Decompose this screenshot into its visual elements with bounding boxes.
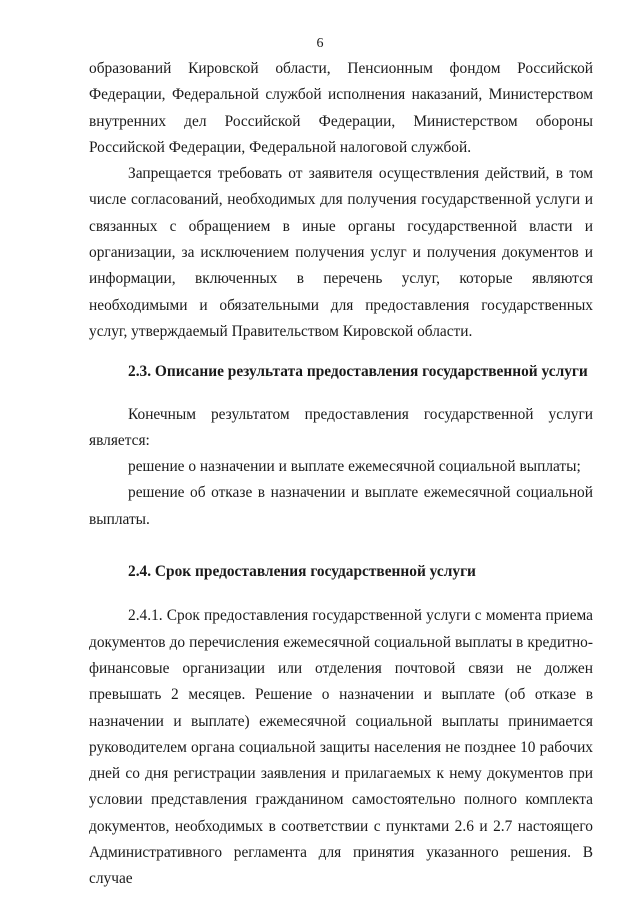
paragraph-prohibition: Запрещается требовать от заявителя осуществления действий, в том числе согласований, необходимых для получения государственной услуги и связанных с обращением в иные органы государственной власти и организации, за исключением получения услуг и получения документов и информации, включенных в перечень услуг, которые являются необходимыми и обязательными для предоставления государственных услуг, утверждаемый Правительством Кировской области.	[89, 165, 593, 340]
section-2-4-1-paragraph: 2.4.1. Срок предоставления государственной услуги с момента приема документов до перечисления ежемесячной социальной выплаты в кредитно-финансовые организации или отделения почтовой связи не должен превышать 2 месяцев. Решение о назначении и выплате (об отказе в назначении и выплате) ежемесячной социальной выплаты принимается руководителем органа социальной защиты населения не позднее 10 рабочих дней со дня регистрации заявления и прилагаемых к нему документов при условии представления гражданином самостоятельно полного комплекта документов, необходимых в соответствии с пунктами 2.6 и 2.7 настоящего Административного регламента для принятия указанного решения. В случае	[89, 607, 593, 888]
section-heading-2-3: 2.3. Описание результата предоставления государственной услуги	[128, 363, 588, 381]
section-2-3-item-2: решение об отказе в назначении и выплате ежемесячной социальной выплаты.	[89, 484, 593, 528]
section-heading-2-4: 2.4. Срок предоставления государственной услуги	[128, 563, 476, 581]
document-body	[89, 56, 593, 893]
paragraph-continuation: образований Кировской области, Пенсионным фондом Российской Федерации, Федеральной службой исполнения наказаний, Министерством внутренних дел Российской Федерации, Министерством обороны Российской Федерации, Федеральной налоговой службой.	[89, 60, 593, 156]
section-2-3-intro: Конечным результатом предоставления государственной услуги является:	[89, 405, 593, 449]
section-2-3-item-1: решение о назначении и выплате ежемесячной социальной выплаты;	[128, 458, 581, 476]
page-number: 6	[316, 36, 324, 51]
